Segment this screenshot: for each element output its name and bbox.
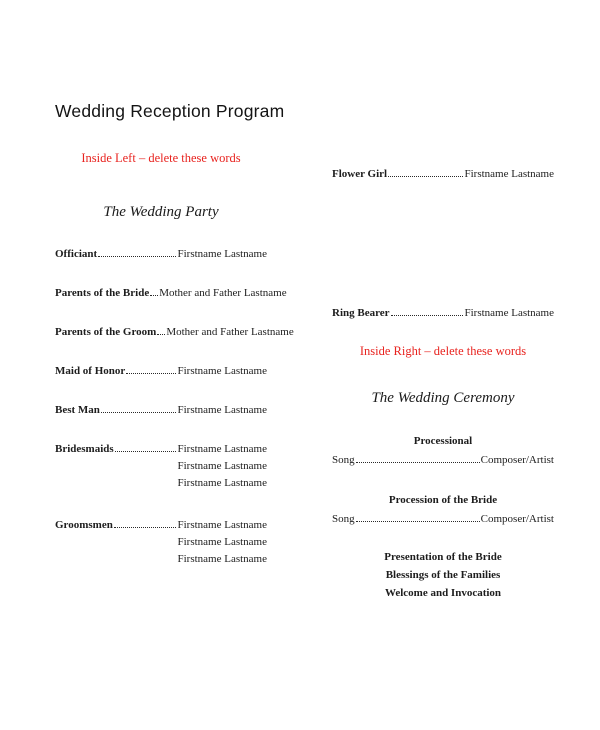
entry-value: Firstname Lastname (177, 248, 267, 260)
wedding-party-heading: The Wedding Party (103, 204, 219, 220)
entry-row (55, 285, 287, 302)
entry-label: Maid of Honor (55, 365, 126, 377)
entry-label: Officiant (55, 248, 98, 260)
entry-ring-bearer (332, 305, 554, 322)
entry-continuation: Firstname Lastname (177, 460, 267, 472)
entry-value: Firstname Lastname (177, 404, 267, 416)
entry-label: Parents of the Bride (55, 287, 150, 299)
song-artist: Composer/Artist (480, 513, 554, 525)
entry-value: Firstname Lastname (464, 307, 554, 319)
entry-value: Firstname Lastname (177, 365, 267, 377)
song-row (332, 452, 554, 469)
entry-flower-girl (332, 166, 554, 183)
entry-continuation: Firstname Lastname (177, 536, 267, 548)
ceremony-item-title: Processional (413, 435, 473, 447)
ceremony-closing-block (332, 548, 554, 602)
dot-leader (98, 256, 176, 257)
wedding-party-list (55, 246, 294, 568)
dot-leader (388, 176, 463, 177)
entry-label: Parents of the Groom (55, 326, 157, 338)
closing-line: Welcome and Invocation (384, 587, 502, 599)
dot-leader (115, 451, 177, 452)
dot-leader (150, 295, 158, 296)
entry-officiant (55, 246, 267, 263)
entry-value: Firstname Lastname (177, 519, 267, 531)
entry-label: Groomsmen (55, 519, 113, 531)
entry-label: Ring Bearer (332, 307, 390, 319)
entry-row (55, 517, 267, 534)
entry-parents-groom (55, 324, 294, 341)
entry-groomsmen (55, 517, 267, 568)
entry-label: Bridesmaids (55, 443, 114, 455)
inside-right-note: Inside Right – delete these words (359, 344, 527, 358)
entry-label: Flower Girl (332, 168, 388, 180)
entry-row (55, 441, 267, 458)
entry-bridesmaids (55, 441, 267, 492)
dot-leader (356, 521, 480, 522)
entry-label: Best Man (55, 404, 100, 416)
ceremony-procession-bride (332, 492, 554, 528)
entry-row (55, 246, 267, 263)
entry-value: Mother and Father Lastname (166, 326, 294, 338)
song-artist: Composer/Artist (480, 454, 554, 466)
dot-leader (114, 527, 177, 528)
entry-best-man (55, 402, 267, 419)
ceremony-item-title: Procession of the Bride (388, 494, 498, 506)
dot-leader (101, 412, 177, 413)
dot-leader (157, 334, 165, 335)
entry-parents-bride (55, 285, 287, 302)
entry-row (55, 402, 267, 419)
dot-leader (356, 462, 480, 463)
song-label: Song (332, 454, 355, 466)
entry-row (55, 324, 294, 341)
entry-continuation: Firstname Lastname (177, 553, 267, 565)
left-column (55, 150, 294, 568)
song-label: Song (332, 513, 355, 525)
entry-value: Firstname Lastname (177, 443, 267, 455)
inside-left-note: Inside Left – delete these words (81, 151, 241, 165)
right-column (332, 166, 554, 602)
dot-leader (126, 373, 176, 374)
wedding-ceremony-heading: The Wedding Ceremony (371, 390, 515, 406)
closing-line: Blessings of the Families (385, 569, 501, 581)
entry-row (55, 363, 267, 380)
entry-value: Firstname Lastname (464, 168, 554, 180)
song-row (332, 511, 554, 528)
entry-continuation: Firstname Lastname (177, 477, 267, 489)
dot-leader (391, 315, 464, 316)
page-title: Wedding Reception Program (55, 101, 285, 121)
ceremony-processional (332, 433, 554, 469)
entry-maid-of-honor (55, 363, 267, 380)
closing-line: Presentation of the Bride (384, 551, 502, 563)
entry-value: Mother and Father Lastname (159, 287, 287, 299)
